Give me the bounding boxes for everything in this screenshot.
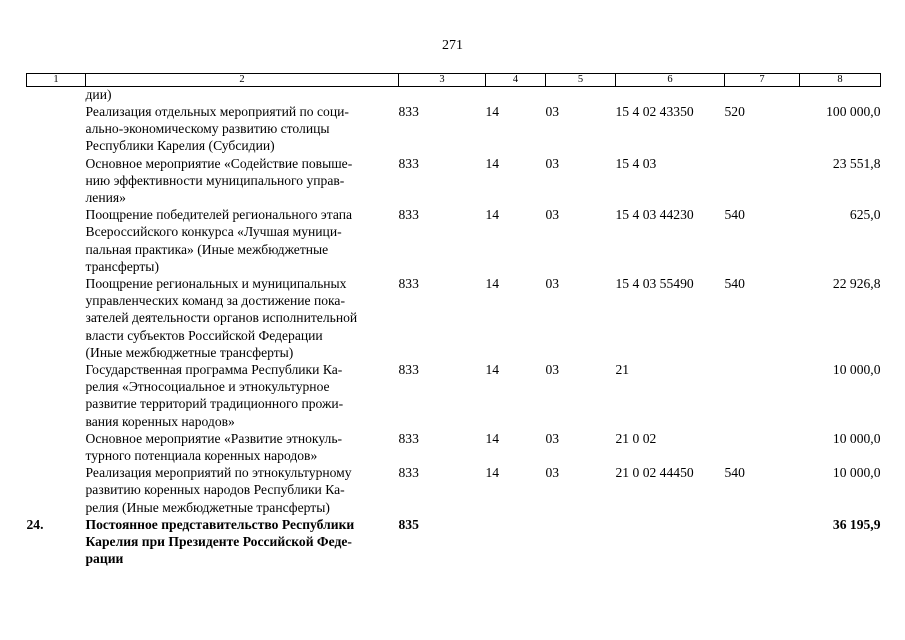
- section-code: 14: [485, 276, 500, 292]
- subsection-code: [546, 87, 616, 104]
- target-article-code: 15 4 03 44230: [615, 207, 694, 223]
- expense-type-code: 540: [724, 276, 745, 292]
- row-number: [27, 275, 86, 361]
- row-number: [27, 430, 86, 464]
- target-article-code: [616, 516, 725, 568]
- table-row: [27, 206, 881, 275]
- subsection-code: [546, 516, 616, 568]
- expense-type-code: [725, 87, 800, 104]
- item-name: дии): [85, 87, 112, 102]
- table-row: [27, 155, 881, 207]
- target-article-code: 15 4 03: [615, 155, 657, 171]
- row-number: [27, 87, 86, 104]
- table-row: [27, 275, 881, 361]
- table-row: [27, 464, 881, 516]
- ministry-code: 833: [398, 207, 419, 223]
- expense-type-code: [725, 361, 800, 430]
- column-header: 7: [725, 74, 800, 87]
- item-name: Постоянное представительство Республики Карелия при Президенте Российской Феде- рации: [85, 516, 355, 567]
- ministry-code: 833: [398, 155, 419, 171]
- subsection-code: 03: [545, 430, 560, 446]
- table-body: [27, 87, 881, 568]
- subsection-code: 03: [545, 362, 560, 378]
- column-header: 5: [546, 74, 616, 87]
- table-row: [27, 103, 881, 155]
- table-row: [27, 430, 881, 464]
- target-article-code: 15 4 03 55490: [615, 276, 694, 292]
- table-row: [27, 361, 881, 430]
- subsection-code: 03: [545, 207, 560, 223]
- column-header: 1: [27, 74, 86, 87]
- expense-type-code: [725, 516, 800, 568]
- expense-type-code: [725, 430, 800, 464]
- target-article-code: 21: [615, 362, 630, 378]
- amount: 10 000,0: [832, 362, 881, 378]
- column-header: 8: [800, 74, 881, 87]
- row-number: 24.: [26, 516, 44, 532]
- subsection-code: 03: [545, 104, 560, 119]
- section-code: [486, 87, 546, 104]
- item-name: Реализация отдельных мероприятий по соци- ально-экономическому развитию столицы Республики Карелия (Субсидии): [85, 104, 349, 154]
- section-code: 14: [485, 155, 500, 171]
- ministry-code: 833: [398, 465, 419, 481]
- item-name: Реализация мероприятий по этнокультурному развитию коренных народов Республики Ка- релия (Иные межбюджетные трансферты): [85, 465, 352, 515]
- target-article-code: 21 0 02: [615, 430, 657, 446]
- amount: 100 000,0: [826, 104, 881, 119]
- row-number: [27, 464, 86, 516]
- target-article-code: 15 4 02 43350: [615, 104, 694, 119]
- item-name: Основное мероприятие «Развитие этнокуль- турного потенциала коренных народов»: [85, 430, 343, 464]
- amount: 36 195,9: [832, 516, 881, 532]
- budget-table: [26, 73, 881, 567]
- section-code: 14: [485, 465, 500, 481]
- amount: 23 551,8: [832, 155, 881, 171]
- ministry-code: 835: [398, 516, 419, 532]
- target-article-code: [616, 87, 725, 104]
- amount: 10 000,0: [832, 430, 881, 446]
- section-code: 14: [485, 104, 500, 119]
- table-row: [27, 87, 881, 104]
- expense-type-code: [725, 155, 800, 207]
- column-number-row: [27, 74, 881, 87]
- amount: 10 000,0: [832, 465, 881, 481]
- row-number: [27, 361, 86, 430]
- row-number: [27, 103, 86, 155]
- ministry-code: 833: [398, 104, 419, 119]
- ministry-code: 833: [398, 276, 419, 292]
- column-header: 6: [616, 74, 725, 87]
- subsection-code: 03: [545, 465, 560, 481]
- column-header: 2: [86, 74, 399, 87]
- item-name: Поощрение победителей регионального этапа Всероссийского конкурса «Лучшая муници- пальная практика» (Иные межбюджетные трансферты): [85, 207, 353, 274]
- row-number: [27, 206, 86, 275]
- subsection-code: 03: [545, 276, 560, 292]
- section-code: 14: [485, 362, 500, 378]
- ministry-code: 833: [398, 362, 419, 378]
- row-number: [27, 155, 86, 207]
- column-header: 4: [486, 74, 546, 87]
- amount: 625,0: [849, 207, 881, 223]
- section-code: [486, 516, 546, 568]
- ministry-code: 833: [398, 430, 419, 446]
- item-name: Поощрение региональных и муниципальных управленческих команд за достижение пока- зателей деятельности органов исполнительной власти субъектов Российской Федерации (Иные межбюджетные трансферты): [85, 276, 358, 360]
- item-name: Государственная программа Республики Ка- релия «Этносоциальное и этнокультурное развитие территорий традиционного прожи- вания коренных народов»: [85, 362, 344, 429]
- amount: 22 926,8: [832, 276, 881, 292]
- page-number: 271: [442, 38, 463, 53]
- section-code: 14: [485, 430, 500, 446]
- item-name: Основное мероприятие «Содействие повыше- нию эффективности муниципального управ- ления»: [85, 155, 353, 206]
- column-header: 3: [399, 74, 486, 87]
- expense-type-code: 540: [724, 465, 745, 481]
- target-article-code: 21 0 02 44450: [615, 465, 694, 481]
- expense-type-code: 540: [724, 207, 745, 223]
- amount: [800, 87, 881, 104]
- section-code: 14: [485, 207, 500, 223]
- table-row: [27, 516, 881, 568]
- expense-type-code: 520: [724, 104, 745, 119]
- ministry-code: [399, 87, 486, 104]
- subsection-code: 03: [545, 155, 560, 171]
